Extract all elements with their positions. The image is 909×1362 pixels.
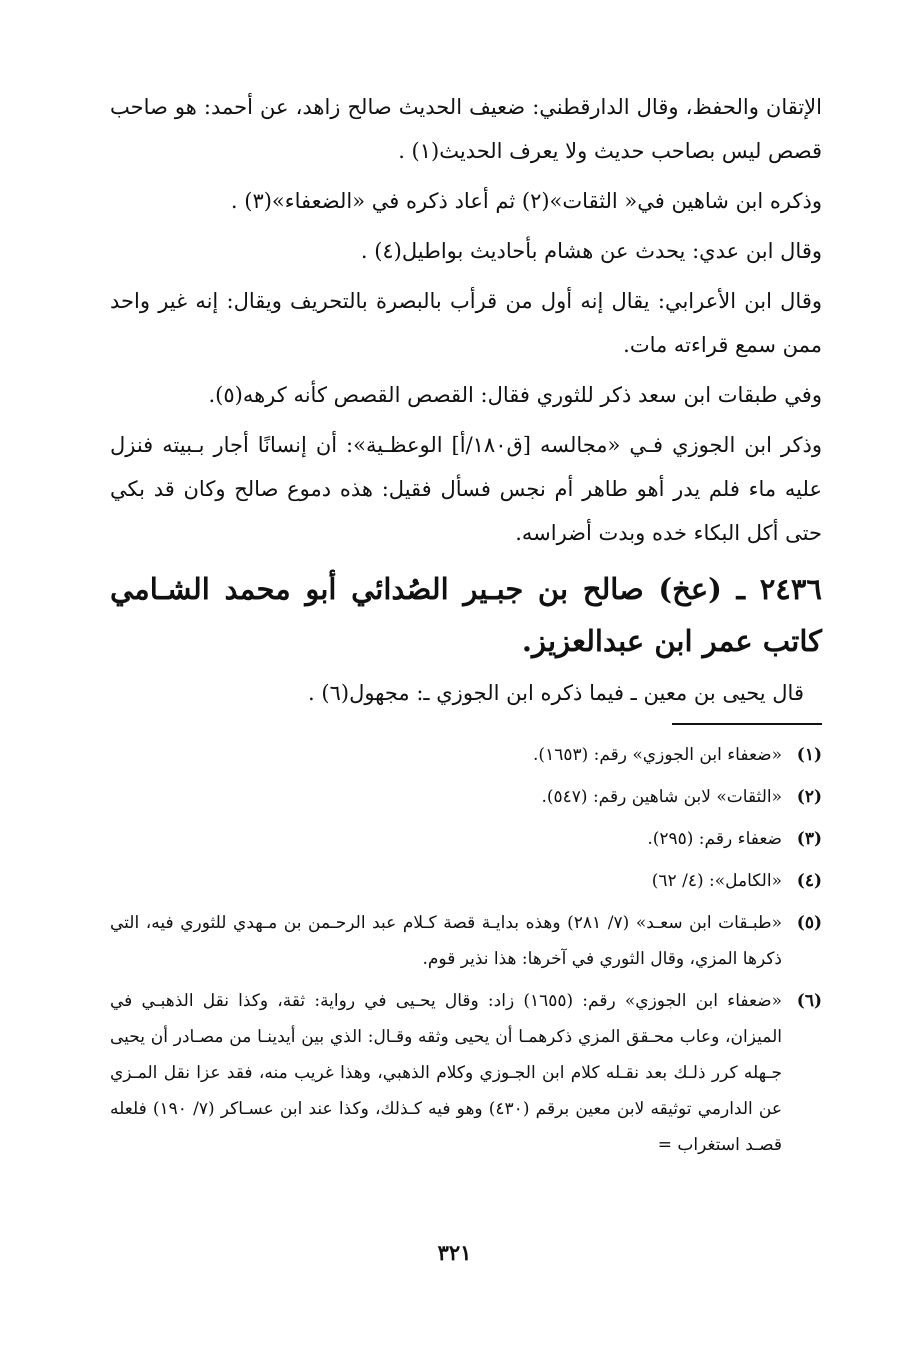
footnote-number: (٤) bbox=[796, 871, 822, 891]
footnote-6 bbox=[110, 983, 822, 1163]
footnote-text: «الثقات» لابن شاهين رقم: (٥٤٧). bbox=[541, 787, 782, 807]
paragraph-1: الإتقان والحفظ، وقال الدارقطني: ضعيف الحديث صالح زاهد، عن أحمد: هو صاحب قصص ليس بصاحب حديث ولا يعرف الحديث(١) . bbox=[110, 95, 822, 163]
footnote-number: (٥) bbox=[796, 913, 822, 933]
footnote-text: «ضعفاء ابن الجوزي» رقم: (١٦٥٣). bbox=[533, 745, 782, 765]
footnote-separator bbox=[672, 723, 822, 725]
footnote-number: (٢) bbox=[796, 787, 822, 807]
footnote-text: «طبـقات ابن سعـد» (٧/ ٢٨١) وهذه بدايـة قصة كـلام عبد الرحـمن بن مـهدي للثوري فيه، التي ذكرها المزي، وقال الثوري في آخرها: هذا نذير قوم. bbox=[110, 913, 782, 969]
footnote-4 bbox=[110, 863, 822, 899]
entry-body: قال يحيى بن معين ـ فيما ذكره ابن الجوزي ـ: مجهول(٦) . bbox=[308, 681, 804, 705]
footnote-3 bbox=[110, 821, 822, 857]
footnote-number: (٣) bbox=[796, 829, 822, 849]
document-page bbox=[110, 85, 822, 1285]
paragraph-2: وذكره ابن شاهين في« الثقات»(٢) ثم أعاد ذكره في «الضعفاء»(٣) . bbox=[230, 189, 822, 213]
footnote-text: «ضعفاء ابن الجوزي» رقم: (١٦٥٥) زاد: وقال يحـيى في رواية: ثقة، وكذا نقل الذهبـي في الميزان، وعاب محـقق المزي ذكرهمـا أن يحيى وثقه وقـال: الذي بين أيدينـا من مصـادر أن يحيى جـهله كرر ذلـك بعد نقـله كلام ابن الجـوزي وكلام الذهبي، وهذا غريب منه، فقد عزا نقل المـزي عن الدارمي توثيقه لابن معين برقم (٤٣٠) وهو فيه كـذلك، وكذا عند ابن عسـاكر (٧/ ١٩٠) فلعله قصـد استغراب = bbox=[110, 991, 783, 1155]
footnote-number: (٦) bbox=[796, 991, 822, 1011]
footnote-2 bbox=[110, 779, 822, 815]
paragraph-3: وقال ابن عدي: يحدث عن هشام بأحاديث بواطيل(٤) . bbox=[360, 239, 822, 263]
paragraph-6: وذكر ابن الجوزي فـي «مجالسه [ق١٨٠/أ] الوعظـية»: أن إنسانًا أجار بـبيته فنزل عليه ماء فلم يدر أهو طاهر أم نجس فسأل فقيل: هذه دموع صالح وكان قد بكي حتى أكل البكاء خده وبدت أضراسه. bbox=[110, 433, 822, 545]
footnote-5 bbox=[110, 905, 822, 977]
page-number: ٣٢١ bbox=[437, 1240, 472, 1265]
entry-heading: ٢٤٣٦ ـ (عخ) صالح بن جبـير الصُدائي أبو محمد الشـامي كاتب عمر ابن عبدالعزيز. bbox=[110, 572, 822, 658]
paragraph-4: وقال ابن الأعرابي: يقال إنه أول من قرأب بالبصرة بالتحريف ويقال: إنه غير واحد ممن سمع قراءته مات. bbox=[110, 289, 822, 357]
footnote-number: (١) bbox=[796, 745, 822, 765]
footnote-text: ضعفاء رقم: (٢٩٥). bbox=[647, 829, 782, 849]
footnote-1 bbox=[110, 737, 822, 773]
paragraph-5: وفي طبقات ابن سعد ذكر للثوري فقال: القصص القصص كأنه كرهه(٥). bbox=[208, 383, 822, 407]
footnote-text: «الكامل»: (٤/ ٦٢) bbox=[651, 871, 782, 891]
